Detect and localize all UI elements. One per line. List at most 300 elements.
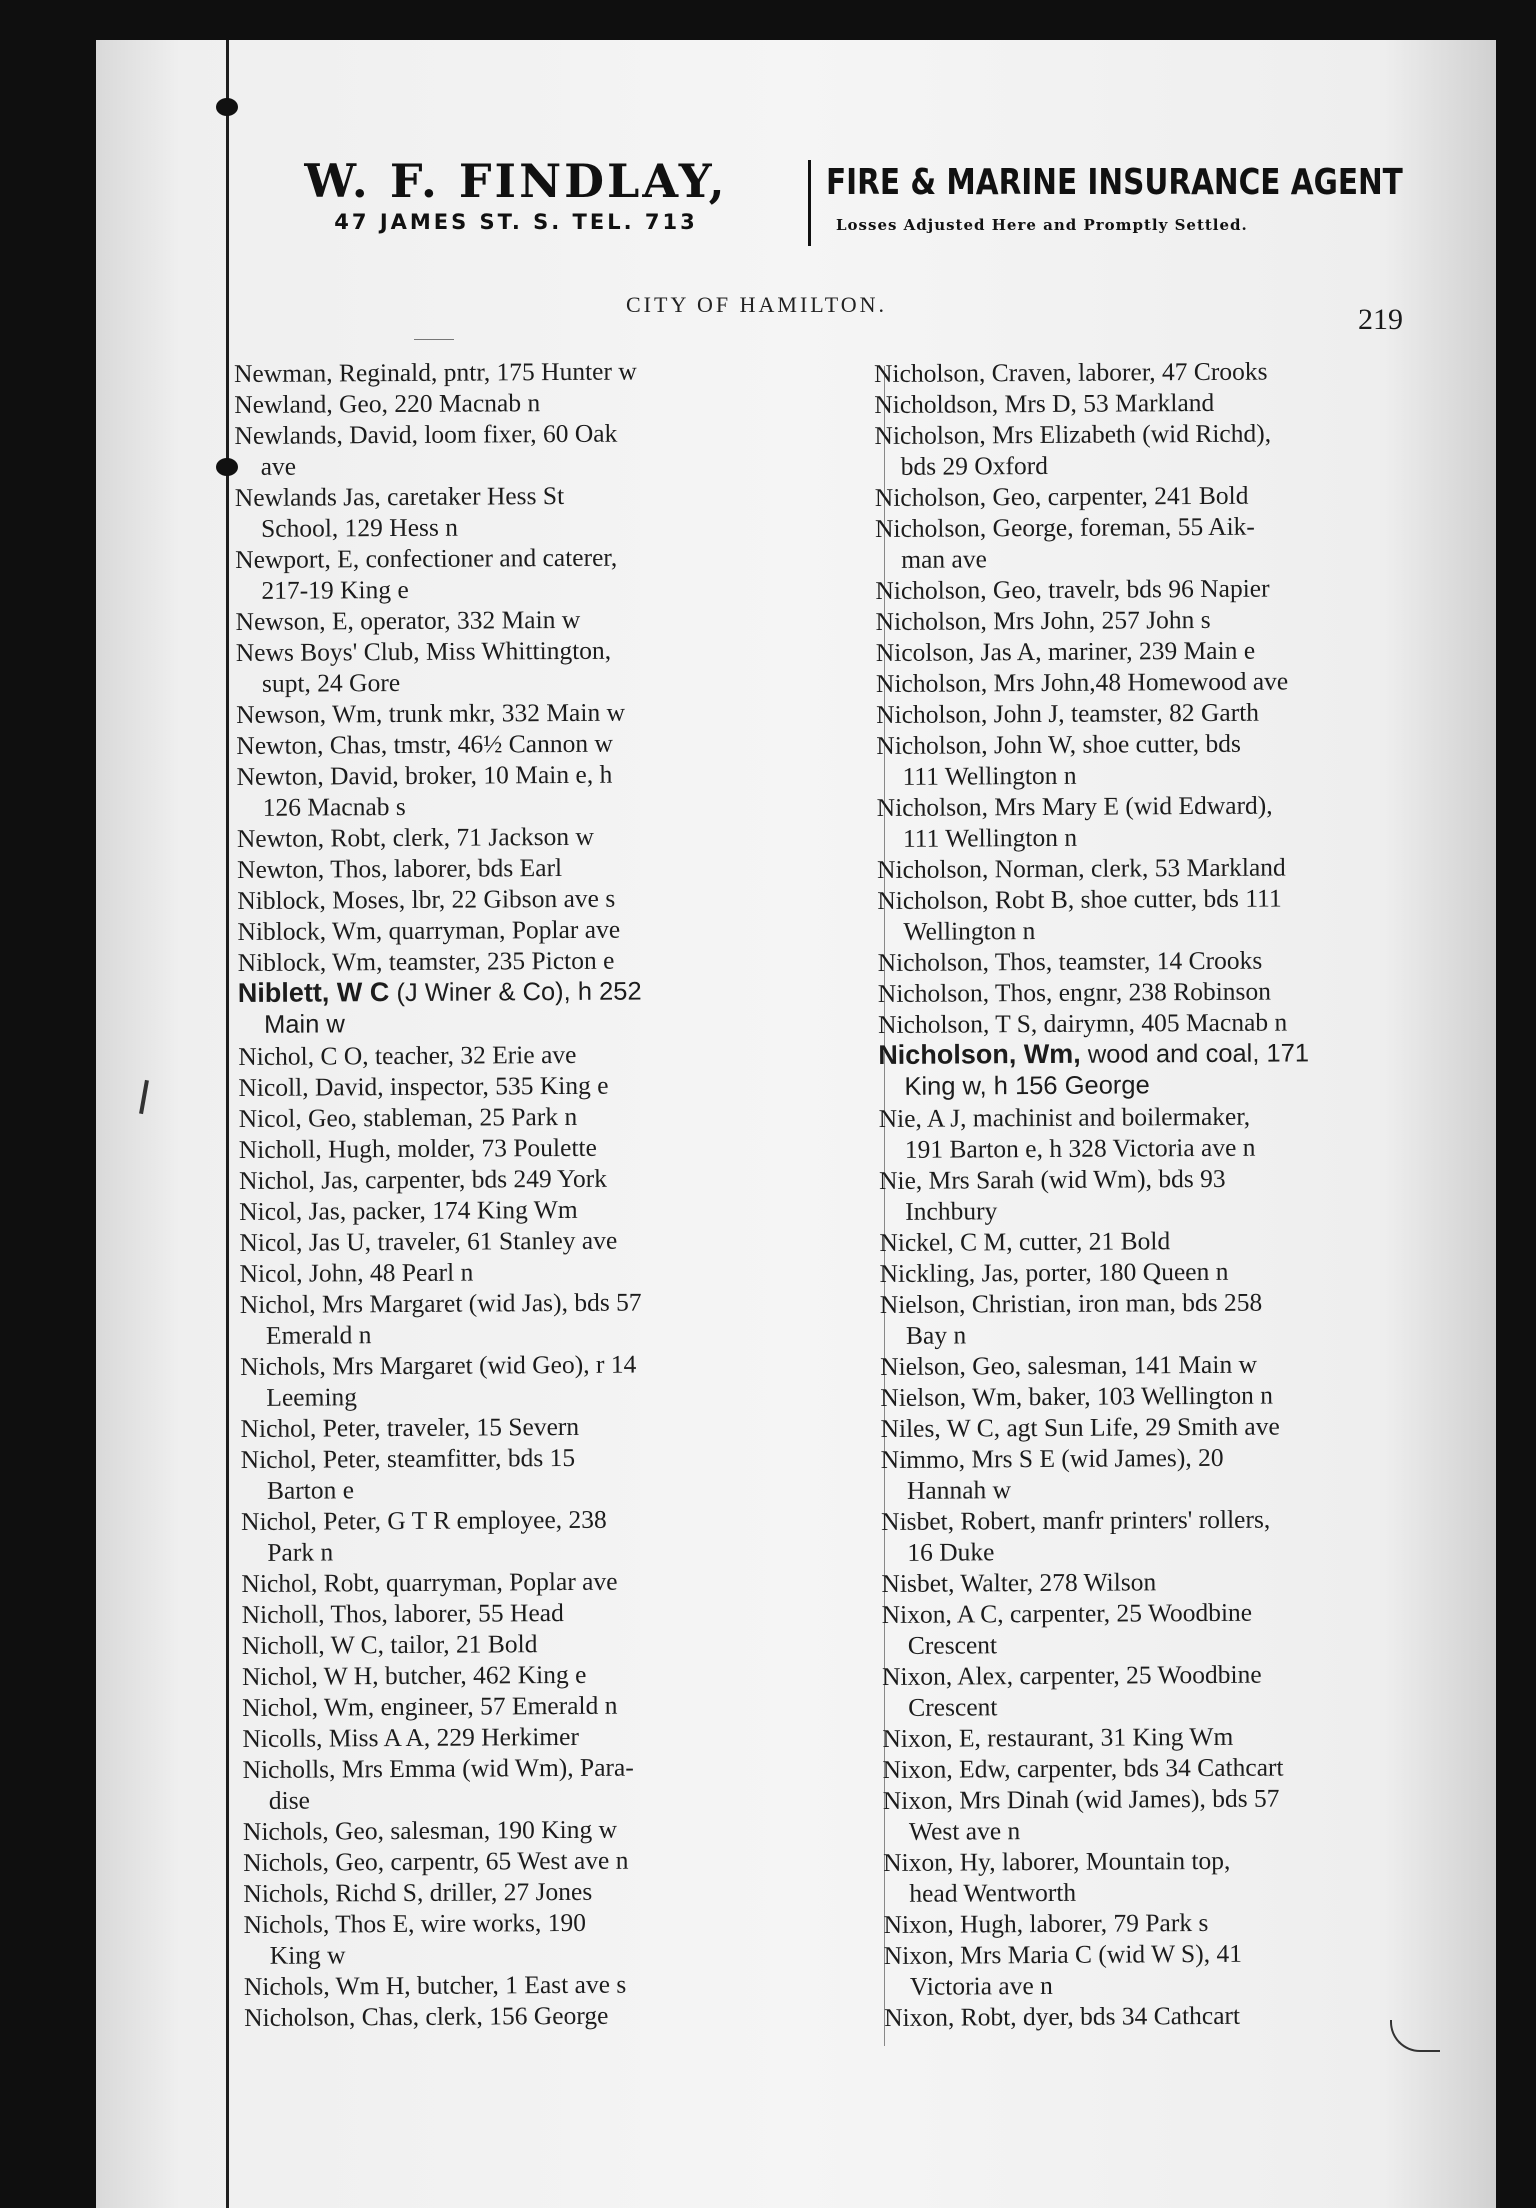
entry-line [235,510,775,544]
entry-line [240,1410,780,1444]
directory-entry [243,1844,783,1878]
entry-text: Nichol, W H, butcher, 462 King e [241,1659,587,1691]
advertiser-address: 47 JAMES ST. S. TEL. 713 [334,210,698,234]
directory-entry [243,1906,783,1971]
entry-text: bds 29 Oxford [900,450,1049,481]
entry-text: Nicholson, Chas, clerk, 156 George [244,2000,609,2032]
entry-line [882,1627,1422,1661]
directory-entry [242,1596,782,1630]
entry-text: Niblock, Wm, teamster, 235 Picton e [237,945,615,977]
directory-entry [874,355,1414,389]
entry-line [237,789,777,823]
entry-text: Nichols, Mrs Margaret (wid Geo), r 14 [240,1349,637,1381]
directory-entry [880,1348,1420,1382]
directory-entry [243,1813,783,1847]
entry-text: man ave [901,544,987,574]
directory-entry [239,1255,779,1289]
directory-entry [235,541,775,606]
entry-line [879,1131,1419,1165]
directory-entry [874,417,1414,482]
directory-entry [882,1658,1422,1723]
directory-entry [882,1596,1422,1661]
directory-entry [875,572,1415,606]
entry-text: West ave n [908,1816,1021,1846]
advertisement-divider [808,160,811,246]
entry-line [876,696,1416,730]
entry-text: Nickel, C M, cutter, 21 Bold [879,1226,1171,1257]
entry-text: Nicholson, Thos, engnr, 238 Robinson [877,976,1272,1008]
directory-entry [876,634,1416,668]
entry-line [883,1875,1423,1909]
directory-entry [237,882,777,916]
directory-entry [881,1565,1421,1599]
entry-text: 217-19 King e [261,574,409,605]
entry-text: 111 Wellington n [902,822,1078,853]
directory-entry [876,603,1416,637]
directory-entry [242,1658,782,1692]
entry-line [879,1224,1419,1258]
entry-line [878,944,1418,978]
entry-text: Newton, Robt, clerk, 71 Jackson w [236,821,594,853]
agent-tagline: Losses Adjusted Here and Promptly Settled. [836,216,1248,234]
agent-title: FIRE & MARINE INSURANCE AGENT [826,162,1403,203]
entry-text: Nichols, Geo, carpentr, 65 West ave n [243,1845,629,1877]
entry-text: Nixon, Robt, dyer, bds 34 Cathcart [884,2000,1241,2032]
entry-line [880,1348,1420,1382]
entry-text: Inchbury [905,1196,998,1226]
entry-line [874,355,1414,389]
entry-line [879,1255,1419,1289]
directory-entry [880,1379,1420,1413]
entry-line [883,1813,1423,1847]
entry-line [235,448,775,482]
entry-text: Nixon, Hugh, laborer, 79 Park s [883,1907,1209,1939]
entry-line [236,727,776,761]
directory-entry [877,789,1417,854]
directory-entry [237,851,777,885]
entry-line [881,1565,1421,1599]
entry-text: Nichols, Geo, salesman, 190 King w [242,1814,618,1846]
entry-text: Nichols, Richd S, driller, 27 Jones [243,1876,593,1908]
entry-text: Nielson, Wm, baker, 103 Wellington n [880,1380,1274,1412]
directory-entry [884,1999,1424,2033]
right-column [874,355,1424,2033]
entry-text: Nicholson, Craven, laborer, 47 Crooks [874,356,1268,388]
entry-line [875,510,1415,544]
entry-text: Victoria ave n [909,1970,1053,2001]
entry-line [884,1968,1424,2002]
entry-text: Nicoll, David, inspector, 535 King e [238,1070,609,1102]
directory-entry [877,882,1417,947]
entry-line [237,882,777,916]
margin-mark [139,1080,149,1114]
entry-text: Newland, Geo, 220 Macnab n [234,388,541,419]
directory-entry [236,634,776,699]
entry-line [876,758,1416,792]
entry-line [877,789,1417,823]
entry-line [242,1720,782,1754]
entry-line [879,1193,1419,1227]
entry-text: Newlands, David, loom fixer, 60 Oak [234,418,618,450]
entry-line [236,665,776,699]
entry-text: Nixon, E, restaurant, 31 King Wm [882,1721,1234,1753]
directory-entry [879,1255,1419,1289]
entry-text: News Boys' Club, Miss Whittington, [235,635,612,667]
entry-line [875,448,1415,482]
entry-text: Nichol, Peter, traveler, 15 Severn [240,1411,580,1443]
entry-text: Newson, Wm, trunk mkr, 332 Main w [236,697,626,729]
entry-line [235,541,775,575]
entry-line [237,820,777,854]
directory-entry [237,913,777,947]
entry-text: Nie, A J, machinist and boilermaker, [878,1101,1251,1133]
entry-text: Nielson, Christian, iron man, bds 258 [879,1287,1263,1319]
entry-text: Niles, W C, agt Sun Life, 29 Smith ave [880,1411,1280,1443]
entry-line [241,1565,781,1599]
entry-text: Nicolson, Jas A, mariner, 239 Main e [875,635,1256,667]
entry-line [878,1037,1418,1072]
entry-line [241,1503,781,1537]
entry-text: 111 Wellington n [902,760,1077,791]
entry-text: Nimmo, Mrs S E (wid James), 20 [880,1442,1224,1474]
entry-line [877,913,1417,947]
directory-entry [881,1441,1421,1506]
entry-line [880,1410,1420,1444]
entry-line [240,1379,780,1413]
directory-entry [241,1503,781,1568]
advertiser-name: W. F. FINDLAY, [304,154,728,208]
directory-entry [882,1720,1422,1754]
entry-line [236,696,776,730]
entry-text: Leeming [266,1382,358,1412]
entry-line [238,944,778,978]
entry-text: Nichol, Peter, steamfitter, bds 15 [240,1442,576,1474]
directory-entry [242,1689,782,1723]
binding-hole [216,98,238,116]
entry-text: supt, 24 Gore [261,667,401,698]
entry-text: Newman, Reginald, pntr, 175 Hunter w [234,356,637,388]
entry-line [239,1100,779,1134]
entry-line [879,1162,1419,1196]
directory-entry [234,355,774,389]
entry-line [239,1193,779,1227]
entry-line [239,1224,779,1258]
directory-entry [243,1751,783,1816]
entry-line [874,386,1414,420]
entry-text: Barton e [266,1475,355,1505]
entry-text: Nixon, Edw, carpenter, bds 34 Cathcart [882,1752,1284,1784]
entry-line [237,851,777,885]
entry-line [241,1472,781,1506]
entry-line [242,1689,782,1723]
directory-entry [880,1286,1420,1351]
entry-text: Nicholson, Mrs Mary E (wid Edward), [876,790,1273,822]
entry-text: wood and coal, 171 [1080,1039,1310,1069]
entry-line [880,1286,1420,1320]
directory-entry [239,1162,779,1196]
entry-text: Nichol, Robt, quarryman, Poplar ave [241,1566,618,1598]
entry-text: Nicholl, Hugh, molder, 73 Poulette [238,1132,597,1164]
entry-line [876,665,1416,699]
entry-line [243,1813,783,1847]
entry-line [882,1720,1422,1754]
directory-entry [877,851,1417,885]
entry-line [237,913,777,947]
entry-text: Nixon, Mrs Maria C (wid W S), 41 [883,1938,1243,1970]
directory-entry [243,1875,783,1909]
entry-text: Nichol, Peter, G T R employee, 238 [241,1504,607,1536]
entry-text: Nicholson, Norman, clerk, 53 Markland [877,852,1286,884]
directory-entry [880,1410,1420,1444]
entry-line [238,975,778,1010]
entry-line [244,1999,784,2033]
entry-text: Nicholl, W C, tailor, 21 Bold [241,1629,538,1660]
entry-text: 191 Barton e, h 328 Victoria ave n [904,1132,1256,1164]
entry-line [878,975,1418,1009]
directory-entry [236,603,776,637]
entry-text: Nicholls, Mrs Emma (wid Wm), Para- [242,1752,634,1784]
entry-text: Nicholson, Mrs John, 257 John s [875,604,1211,636]
entry-line [244,1968,784,2002]
agent-block [826,158,1426,234]
entry-name-bold: Niblett, W C [237,977,390,1008]
directory-entry [239,1100,779,1134]
entry-line [878,1006,1418,1040]
entry-line [239,1131,779,1165]
entry-line [238,1069,778,1103]
entry-line [236,634,776,668]
directory-entry [879,1224,1419,1258]
directory-entry [239,1193,779,1227]
entry-text: Newlands Jas, caretaker Hess St [234,480,565,512]
entry-text: Nichol, C O, teacher, 32 Erie ave [238,1039,577,1071]
directory-entry [235,479,775,544]
left-column [234,355,784,2033]
directory-entry [884,1937,1424,2002]
advertisement-banner [236,122,1416,262]
entry-line [875,479,1415,513]
entry-line [879,1100,1419,1134]
entry-text: Nisbet, Walter, 278 Wilson [881,1567,1157,1598]
entry-text: Nisbet, Robert, manfr printers' rollers, [881,1504,1271,1536]
entry-text: Crescent [908,1692,998,1722]
running-head: CITY OF HAMILTON. [626,292,888,317]
entry-line [883,1751,1423,1785]
entry-text: Nicholson, George, foreman, 55 Aik- [874,511,1255,543]
entry-line [243,1751,783,1785]
binding-edge [226,40,229,2208]
entry-text: Nicholson, Mrs Elizabeth (wid Richd), [874,418,1272,450]
directory-entry [239,1224,779,1258]
directory-entry [879,1162,1419,1227]
directory-entry [244,1968,784,2002]
entry-text: Nixon, Alex, carpenter, 25 Woodbine [881,1659,1262,1691]
entry-line [877,882,1417,916]
directory-entry [876,696,1416,730]
entry-line [240,1286,780,1320]
entry-line [234,417,774,451]
directory-entry [244,1999,784,2033]
entry-line [241,1534,781,1568]
entry-text: Nicolls, Miss A A, 229 Herkimer [242,1721,579,1753]
directory-entry [878,975,1418,1009]
directory-entry [239,1131,779,1165]
entry-text: Nichol, Wm, engineer, 57 Emerald n [242,1690,618,1722]
entry-text: Nicholson, Thos, teamster, 14 Crooks [877,945,1263,977]
entry-line [882,1658,1422,1692]
entry-text: 126 Macnab s [262,791,406,822]
directory-entry [881,1503,1421,1568]
entry-line [240,1348,780,1382]
directory-entry [883,1844,1423,1909]
entry-line [234,355,774,389]
entry-text: Nichols, Wm H, butcher, 1 East ave s [243,1969,627,2001]
entry-text: Nicholson, Geo, travelr, bds 96 Napier [875,573,1270,605]
directory-entry [878,1006,1418,1040]
entry-text: King w [269,1940,346,1970]
directory-entry [883,1906,1423,1940]
entry-text: Nichol, Mrs Margaret (wid Jas), bds 57 [239,1287,642,1319]
directory-entry [242,1720,782,1754]
directory-entry [234,386,774,420]
directory-entry [241,1441,781,1506]
entry-line [881,1534,1421,1568]
entry-text: Wellington n [903,916,1036,946]
entry-line [882,1596,1422,1630]
entry-line [876,603,1416,637]
entry-line [883,1782,1423,1816]
entry-text: ave [260,451,297,481]
entry-text: Crescent [907,1630,998,1660]
entry-line [243,1906,783,1940]
entry-text: Newport, E, confectioner and caterer, [235,542,618,574]
entry-text: Nickling, Jas, porter, 180 Queen n [879,1256,1229,1288]
entry-line [235,479,775,513]
entry-text: Bay n [905,1320,967,1350]
directory-entry [234,417,774,482]
entry-text: Niblock, Moses, lbr, 22 Gibson ave s [237,883,616,915]
directory-entry [878,944,1418,978]
entry-text: Nicol, Jas, packer, 174 King Wm [239,1194,578,1226]
entry-line [242,1596,782,1630]
entry-line [877,820,1417,854]
entry-line [876,634,1416,668]
directory-entry [238,975,778,1041]
directory-entry [240,1348,780,1413]
entry-line [242,1627,782,1661]
directory-entry [876,727,1416,792]
entry-line [883,1906,1423,1940]
entry-line [243,1844,783,1878]
entry-text: Nicholson, John J, teamster, 82 Garth [876,697,1260,729]
directory-entry [875,479,1415,513]
directory-entry [240,1410,780,1444]
entry-line [241,1441,781,1475]
entry-text: Nicholson, Robt B, shoe cutter, bds 111 [877,883,1282,915]
entry-line [236,758,776,792]
entry-line [882,1689,1422,1723]
entry-line [875,541,1415,575]
entry-line [880,1379,1420,1413]
entry-line [240,1317,780,1351]
entry-text: Nichol, Jas, carpenter, bds 249 York [238,1163,608,1195]
directory-entry [241,1565,781,1599]
entry-name-bold: Nicholson, Wm, [878,1038,1081,1070]
directory-entry [875,510,1415,575]
entry-text: (J Winer & Co), h 252 [389,977,642,1008]
entry-text: Nicholson, John W, shoe cutter, bds [876,728,1241,760]
entry-text: Nixon, A C, carpenter, 25 Woodbine [881,1597,1253,1629]
entry-text: Newton, Thos, laborer, bds Earl [237,853,563,884]
entry-line [881,1472,1421,1506]
entry-text: Nicholdson, Mrs D, 53 Markland [874,387,1215,419]
entry-text: Nicol, John, 48 Pearl n [239,1257,474,1288]
directory-entry [236,727,776,761]
entry-text: Hannah w [906,1475,1012,1505]
entry-text: King w, h 156 George [904,1071,1150,1101]
entry-text: Nixon, Mrs Dinah (wid James), bds 57 [882,1783,1280,1815]
directory-entry [876,665,1416,699]
directory-entry [237,820,777,854]
entry-line [877,851,1417,885]
directory-entry [238,1038,778,1072]
entry-line [239,1255,779,1289]
entry-line [884,1999,1424,2033]
entry-line [874,417,1414,451]
entry-text: Nichols, Thos E, wire works, 190 [243,1907,586,1939]
entry-line [876,727,1416,761]
entry-text: Nicholson, Mrs John,48 Homewood ave [875,666,1289,698]
entry-line [238,1038,778,1072]
entry-line [883,1844,1423,1878]
directory-entry [238,944,778,978]
entry-line [238,1007,778,1041]
entry-text: dise [268,1785,310,1815]
directory-entry [874,386,1414,420]
header-rule [414,339,454,340]
entry-text: Nixon, Hy, laborer, Mountain top, [883,1845,1231,1877]
entry-text: Park n [267,1537,334,1567]
entry-text: Nicholl, Thos, laborer, 55 Head [241,1598,564,1629]
directory-entry [883,1782,1423,1847]
entry-line [884,1937,1424,1971]
entry-text: Nicol, Jas U, traveler, 61 Stanley ave [239,1225,618,1257]
entry-text: Newson, E, operator, 332 Main w [235,604,581,636]
entry-text: 16 Duke [907,1537,995,1567]
entry-text: Main w [263,1010,345,1039]
entry-line [239,1162,779,1196]
entry-text: Nie, Mrs Sarah (wid Wm), bds 93 [878,1163,1226,1195]
directory-entry [878,1037,1418,1103]
entry-line [243,1875,783,1909]
directory-entry [242,1627,782,1661]
directory-entry [238,1069,778,1103]
directory-entry [236,696,776,730]
entry-text: Nicholson, T S, dairymn, 405 Macnab n [877,1007,1288,1039]
entry-text: Nielson, Geo, salesman, 141 Main w [880,1349,1258,1381]
entry-text: Newton, David, broker, 10 Main e, h [236,759,613,791]
entry-line [244,1937,784,1971]
entry-line [878,1069,1418,1103]
entry-line [235,572,775,606]
entry-line [234,386,774,420]
entry-text: Niblock, Wm, quarryman, Poplar ave [237,914,621,946]
entry-line [242,1658,782,1692]
entry-line [875,572,1415,606]
directory-entry [879,1100,1419,1165]
advertiser-block [236,156,796,234]
entry-line [881,1441,1421,1475]
